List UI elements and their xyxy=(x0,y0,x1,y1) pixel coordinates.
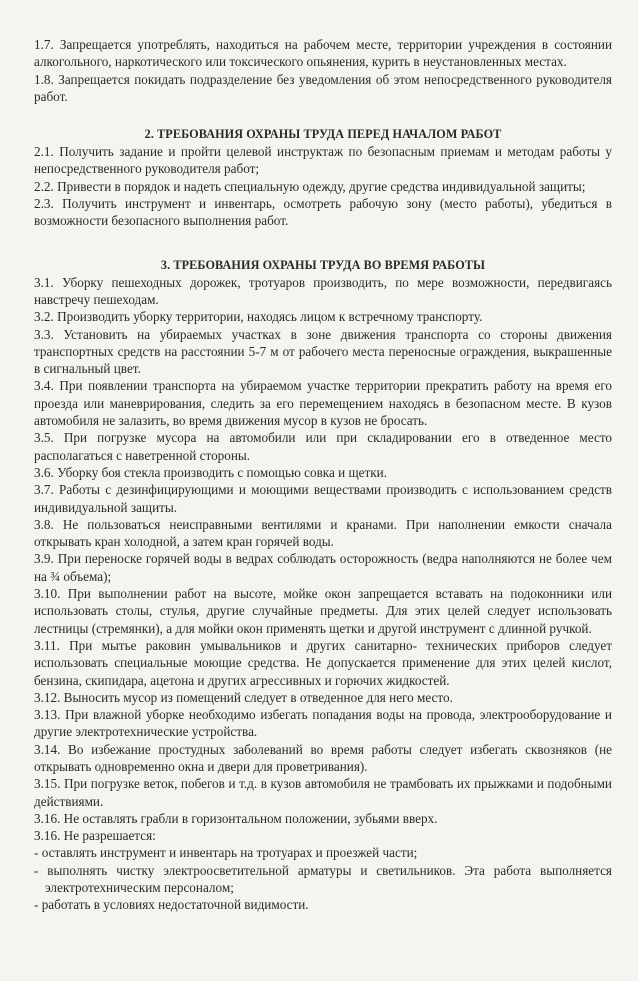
paragraph-3-6: 3.6. Уборку боя стекла производить с помощью совка и щетки. xyxy=(34,464,388,480)
paragraph-3-16b: 3.16. Не разрешается: xyxy=(34,828,156,844)
paragraph-3-14: 3.14. Во избежание простудных заболеваний во время работы следует избегать сквозняков (не открывать одновременно окна и двери для проветривания). xyxy=(34,741,612,774)
paragraph-3-11: 3.11. При мытье раковин умывальников и других санитарно- технических приборов следует использовать специальные моющие средства. Не допускается применение для этих целей кислот, бензина, скипидара, ацетона и других агрессивных и горючих жидкостей. xyxy=(34,637,612,688)
paragraph-3-10: 3.10. При выполнении работ на высоте, мойке окон запрещается вставать на подоконники или использовать столы, стулья, другие случайные предметы. Для этих целей следует использовать лестницы (стремянки), а для мойки окон применять щетки и другой инструмент с длинной ручкой. xyxy=(34,586,612,636)
prohibited-item-3: - работать в условиях недостаточной видимости. xyxy=(34,897,309,913)
paragraph-3-2: 3.2. Производить уборку территории, находясь лицом к встречному транспорту. xyxy=(34,309,483,325)
prohibited-item-2: - выполнять чистку электроосветительной арматуры и светильников. Эта работа выполняется электротехническим персоналом; xyxy=(34,862,612,896)
paragraph-3-9: 3.9. При переноске горячей воды в ведрах соблюдать осторожность (ведра наполняются не более чем на ¾ объема); xyxy=(34,551,612,584)
paragraph-3-8: 3.8. Не пользоваться неисправными вентилями и кранами. При наполнении емкости сначала открывать кран холодной, а затем кран горячей воды. xyxy=(34,516,612,550)
paragraph-3-13: 3.13. При влажной уборке необходимо избегать попадания воды на провода, электрооборудование и другие электротехнические устройства. xyxy=(34,707,612,740)
paragraph-2-1: 2.1. Получить задание и пройти целевой инструктаж по безопасным приемам и методам работы у непосредственного руководителя работ; xyxy=(34,144,612,177)
paragraph-3-7: 3.7. Работы с дезинфицирующими и моющими веществами производить с использованием средств индивидуальной защиты. xyxy=(34,482,612,515)
section-3-body xyxy=(34,274,612,914)
paragraph-2-3: 2.3. Получить инструмент и инвентарь, осмотреть рабочую зону (место работы), убедиться в возможности безопасного выполнения работ. xyxy=(34,196,612,229)
paragraph-3-12: 3.12. Выносить мусор из помещений следует в отведенное для него место. xyxy=(34,689,453,705)
prohibited-item-1: - оставлять инструмент и инвентарь на тротуарах и проезжей части; xyxy=(34,845,418,861)
section-2-heading: 2. ТРЕБОВАНИЯ ОХРАНЫ ТРУДА ПЕРЕД НАЧАЛОМ РАБОТ xyxy=(144,127,502,142)
paragraph-3-4: 3.4. При появлении транспорта на убираемом участке территории прекратить работу на время его проезда или маневрирования, следить за его перемещением находясь в безопасном месте. В кузов автомобиля не залазить, во время движения мусор в кузов не бросать. xyxy=(34,378,612,429)
section-3-heading: 3. ТРЕБОВАНИЯ ОХРАНЫ ТРУДА ВО ВРЕМЯ РАБОТЫ xyxy=(160,257,486,272)
intro-block xyxy=(34,36,612,105)
paragraph-3-16a: 3.16. Не оставлять грабли в горизонтальном положении, зубьями вверх. xyxy=(34,810,438,826)
paragraph-1-7: 1.7. Запрещается употреблять, находиться на рабочем месте, территории учреждения в состоянии алкогольного, наркотического или токсического опьянения, курить в неустановленных местах. xyxy=(34,37,612,70)
paragraph-3-15: 3.15. При погрузке веток, побегов и т.д. в кузов автомобиля не трамбовать их прыжками и подобными действиями. xyxy=(34,776,612,809)
paragraph-1-8: 1.8. Запрещается покидать подразделение без уведомления об этом непосредственного руководителя работ. xyxy=(34,71,612,104)
paragraph-3-1: 3.1. Уборку пешеходных дорожек, тротуаров производить, по мере возможности, передвигаясь навстречу пешеходам. xyxy=(34,274,612,307)
paragraph-3-3: 3.3. Установить на убираемых участках в зоне движения транспорта со стороны движения транспортных средств на расстоянии 5-7 м от рабочего места переносные ограждения, выкрашенные в сигнальный цвет. xyxy=(34,326,612,377)
section-2-body xyxy=(34,143,612,229)
paragraph-2-2: 2.2. Привести в порядок и надеть специальную одежду, другие средства индивидуальной защиты; xyxy=(34,178,586,194)
paragraph-3-5: 3.5. При погрузке мусора на автомобили или при складировании его в отведенное место располагаться с наветренной стороны. xyxy=(34,430,612,463)
